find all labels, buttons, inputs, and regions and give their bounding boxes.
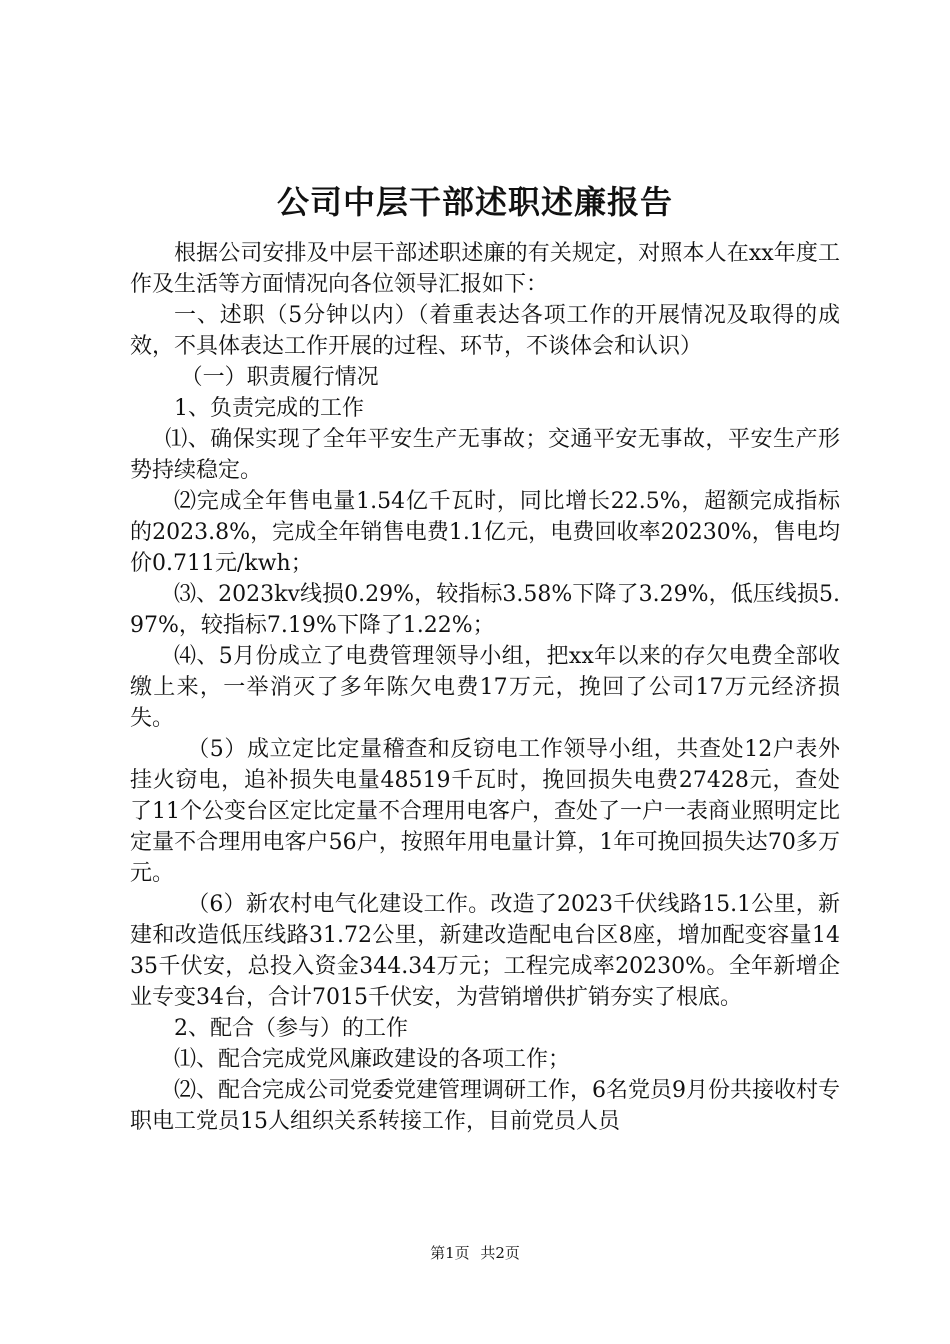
paragraph-intro: 根据公司安排及中层干部述职述廉的有关规定，对照本人在xx年度工作及生活等方面情况向各位领导汇报如下： <box>130 241 840 297</box>
paragraph-item-5: （5）成立定比定量稽查和反窃电工作领导小组，共查处12户表外挂火窃电，追补损失电量48519千瓦时，挽回损失电费27428元，查处了11个公变台区定比定量不合理用电客户，查处了一户一表商业照明定比定量不合理用电客户56户，按照年用电量计算，1年可挽回损失达70多万元。 <box>130 737 840 886</box>
paragraph-subsection-duties: （一）职责履行情况 <box>180 365 379 390</box>
paragraph-item-4: ⑷、5月份成立了电费管理领导小组，把xx年以来的存欠电费全部收缴上来，一举消灭了多年陈欠电费17万元，挽回了公司17万元经济损失。 <box>130 644 840 731</box>
paragraph-heading-cooperative-work: 2、配合（参与）的工作 <box>174 1016 408 1041</box>
paragraph-item-1: ⑴、确保实现了全年平安生产无事故；交通平安无事故，平安生产形势持续稳定。 <box>130 427 840 483</box>
paragraph-item-2: ⑵完成全年售电量1.54亿千瓦时，同比增长22.5%，超额完成指标的2023.8%，完成全年销售电费1.1亿元，电费回收率20230%，售电均价0.711元/kwh； <box>130 489 840 576</box>
paragraph-heading-completed-work: 1、负责完成的工作 <box>174 396 364 421</box>
page-footer <box>0 1243 950 1263</box>
page-total: 共2页 <box>480 1244 520 1262</box>
page-number: 第1页 <box>430 1244 470 1262</box>
paragraph-coop-item-1: ⑴、配合完成党风廉政建设的各项工作； <box>174 1047 571 1072</box>
paragraph-item-6: （6）新农村电气化建设工作。改造了2023千伏线路15.1公里，新建和改造低压线路31.72公里，新建改造配电台区8座，增加配变容量1435千伏安，总投入资金344.34万元；工程完成率20230%。全年新增企业专变34台，合计7015千伏安，为营销增供扩销夯实了根底。 <box>130 892 840 1010</box>
paragraph-section-one: 一、述职（5分钟以内）（着重表达各项工作的开展情况及取得的成效，不具体表达工作开展的过程、环节，不谈体会和认识） <box>130 303 840 359</box>
document-title: 公司中层干部述职述廉报告 <box>276 183 673 221</box>
paragraph-item-3: ⑶、2023kv线损0.29%，较指标3.58%下降了3.29%，低压线损5.97%，较指标7.19%下降了1.22%； <box>130 582 840 638</box>
document-body <box>130 238 840 1137</box>
paragraph-coop-item-2: ⑵、配合完成公司党委党建管理调研工作，6名党员9月份共接收村专职电工党员15人组织关系转接工作，目前党员人员 <box>130 1078 840 1134</box>
